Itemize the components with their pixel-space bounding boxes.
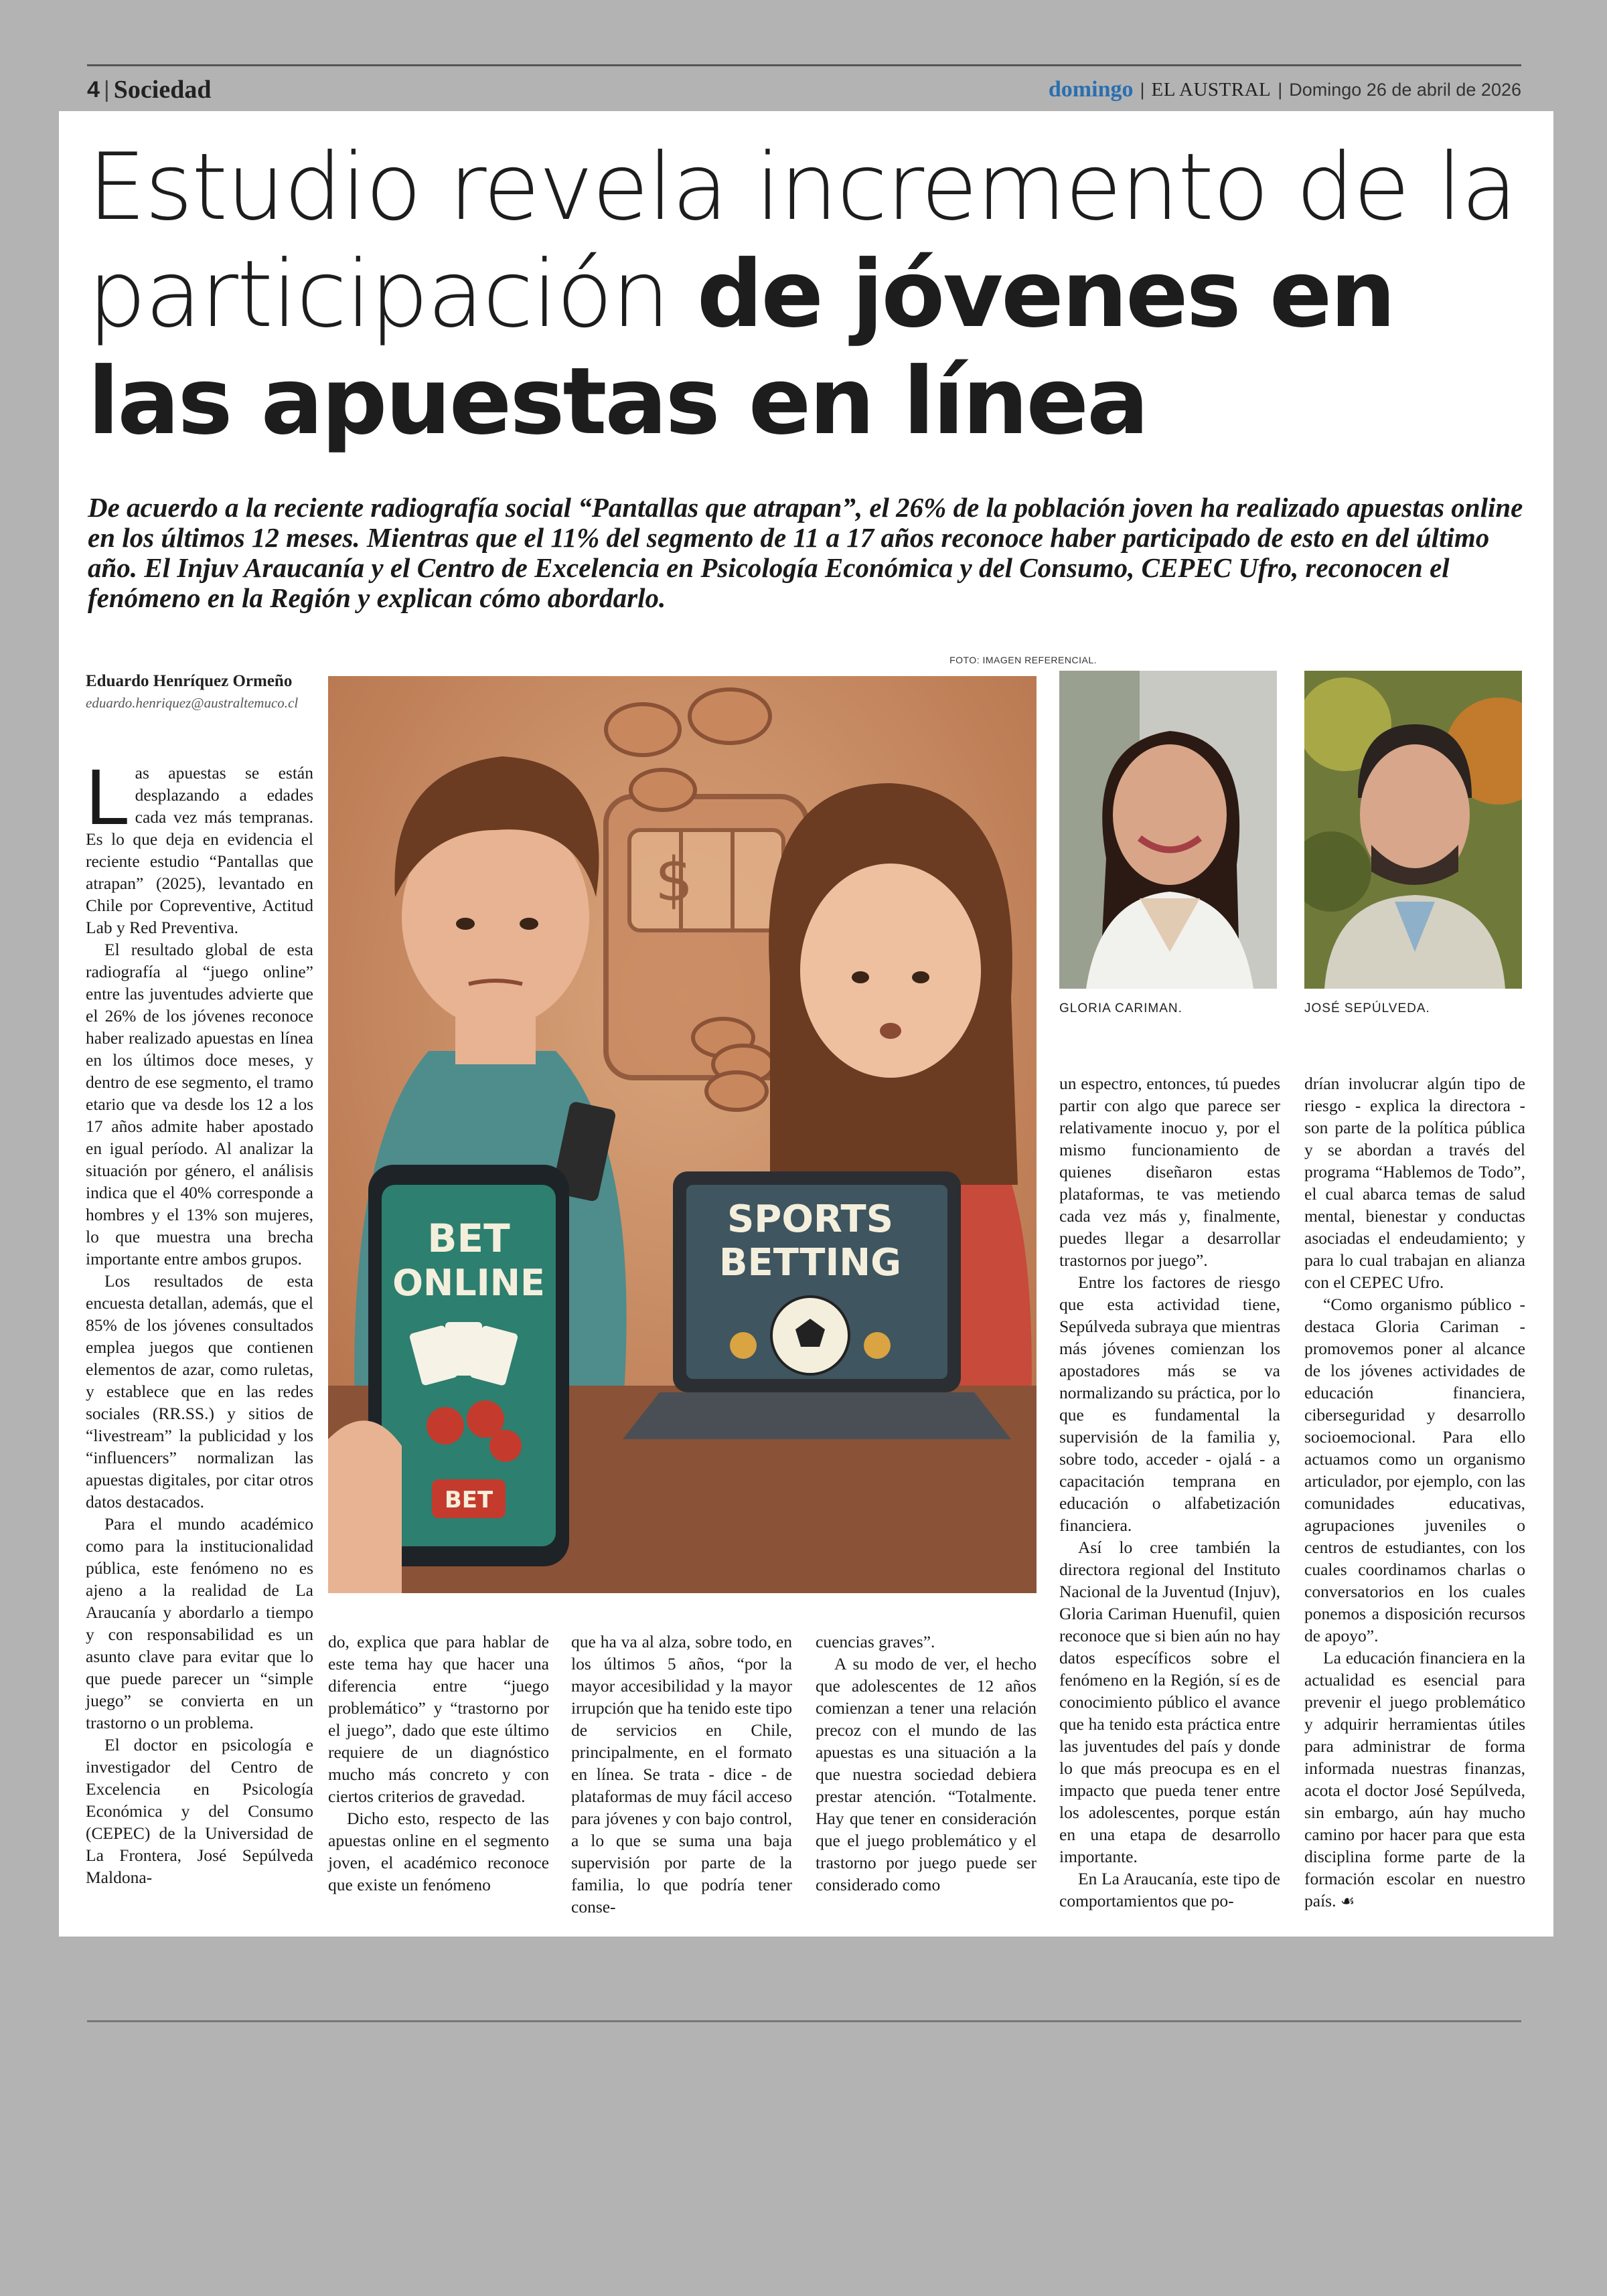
issue-date: Domingo 26 de abril de 2026 [1289,79,1521,100]
author-name: Eduardo Henríquez Ormeño [86,672,293,690]
page-header [87,64,1521,115]
paragraph: A su modo de ver, el hecho que adolescentes de 12 años comienzan a tener una relación precoz con el mundo de las apuestas es una situación a la que nuestra sociedad debiera prestar atención. “Totalmente. Hay que tener en consideración que el juego problemático y el trastorno por juego puede ser considerado como [816,1654,1037,1894]
paragraph: Así lo cree también la directora regional del Instituto Nacional de la Juventud (Injuv), Gloria Cariman Huenufil, quien reconoce que si bien aún no hay datos específicos sobre el fenómeno en la Región, sí es de conocimiento público el avance que ha tenido esta práctica entre las juventudes del país y donde lo que más preocupa es en el impacto que pueda tener entre los adolescentes, porque están en una etapa de desarrollo importante. [1059,1538,1280,1866]
paragraph: Los resultados de esta encuesta detallan, además, que el 85% de los jóvenes consultados emplea juegos que contienen elementos de azar, como ruletas, y establece que en las redes sociales (RR.SS.) y sitios de “livestream” la publicidad y los “influencers” normalizan las apuestas digitales, por citar otros datos destacados. [86,1271,313,1511]
paragraph: que ha va al alza, sobre todo, en los últimos 5 años, “por la mayor accesibilidad y la mayor irrupción que ha tenido este tipo de servicios en Chile, principalmente, en el formato en línea. Se trata - dice - de plataformas de muy fácil acceso para jóvenes y con bajo control, a lo que se suma una baja supervisión por parte de la familia, lo que podría tener conse- [571,1632,792,1916]
photo-caption: JOSÉ SEPÚLVEDA. [1304,1001,1430,1015]
paragraph: En La Araucanía, este tipo de comportamientos que po- [1059,1869,1280,1910]
phone-title-2: ONLINE [392,1262,545,1304]
woman-portrait-image [1059,671,1277,989]
laptop-title-2: BETTING [718,1241,902,1285]
article-column-5 [1059,1072,1280,1912]
paragraph: El resultado global de esta radiografía al “juego online” entre las juventudes advierte que el 26% de los jóvenes reconoce haber realizado apuestas en línea en los últimos doce meses, y dentro de ese segmento, el tramo etario que va desde los 12 a los 17 años admite haber apostado en igual período. Al analizar la situación por género, el análisis indica que el 40% corresponde a hombres y el 13% son mujeres, lo que muestra una brecha importante entre ambos grupos. [86,940,313,1268]
paragraph: “Como organismo público - destaca Gloria Cariman - promovemos poner al alcance de los jóvenes actividades de educación financiera, ciberseguridad y desarrollo socioemocional. Para ello actuamos como un organismo articulador, por ejemplo, con las comunidades educativas, agrupaciones juveniles o centros de estudiantes, con los cuales coordinamos charlas o conversatorios en los cuales ponemos a disposición recursos de apoyo”. [1304,1295,1525,1645]
headline-light: Estudio revela incremento de la participación [88,133,1517,348]
portrait-gloria-cariman [1059,671,1277,989]
article-column-4 [816,1631,1037,1896]
supplement-brand: domingo [1048,77,1134,102]
section-label [87,75,211,104]
page-number: 4 [87,76,100,102]
paragraph [86,753,313,938]
paragraph [1304,1647,1525,1912]
main-illustration [328,676,1037,1593]
drop-cap: L [86,753,130,841]
header-separator: | [103,76,110,102]
article-column-1 [86,753,313,1888]
phone-title-1: BET [427,1216,510,1261]
laptop-title-1: SPORTS [726,1198,894,1241]
header-separator: | [1140,79,1145,100]
article-column-2 [328,1631,549,1896]
paragraph: drían involucrar algún tipo de riesgo - explica la directora - son parte de la política pública y se abordan a través del programa “Hablemos de Todo”, el cual abarca temas de salud mental, bienestar y conductas asociadas el endeudamiento; y para lo cual trabajan en alianza con el CEPEC Ufro. [1304,1074,1525,1292]
article-headline [88,134,1521,455]
article-column-6 [1304,1072,1525,1912]
portrait-jose-sepulveda [1304,671,1522,989]
article-lead: De acuerdo a la reciente radiografía social “Pantallas que atrapan”, el 26% de la población joven ha realizado apuestas online en los últimos 12 meses. Mientras que el 11% del segmento de 11 a 17 años reconoce haber participado de esto en del último año. El Injuv Araucanía y el Centro de Excelencia en Psicología Económica y del Consumo, CEPEC Ufro, reconocen el fenómeno en la Región y explican cómo abordarlo. [88,492,1523,613]
paragraph: Entre los factores de riesgo que esta actividad tiene, Sepúlveda subraya que mientras más jóvenes comienzan los apostadores más se va normalizando su práctica, por lo que es fundamental la supervisión de la familia y, sobre todo, acceder - ojalá - a capacitación temprana en educación o alfabetización financiera. [1059,1273,1280,1535]
bottom-rule [87,2020,1521,2022]
paragraph: cuencias graves”. [816,1632,935,1651]
photo-caption: GLORIA CARIMAN. [1059,1001,1182,1015]
article-column-3 [571,1631,792,1918]
phone-bet-button: BET [444,1487,493,1513]
photo-credit: FOTO: IMAGEN REFERENCIAL. [949,655,1097,665]
laptop [623,1171,1011,1439]
author-email: eduardo.henriquez@australtemuco.cl [86,695,299,711]
dollar-symbol: $ [655,845,694,915]
section-name: Sociedad [113,76,212,104]
paragraph-text: as apuestas se están desplazando a edades cada vez más tempranas. Es lo que deja en evidencia el reciente estudio “Pantallas que atrapan” (2025), levantado en Chile por Copreventive, Actitud Lab y Red Preventiva. [86,763,313,937]
headline-bold: de jóvenes en las apuestas en línea [88,240,1394,455]
publication-info [1049,77,1521,102]
paragraph: un espectro, entonces, tú puedes partir con algo que parece ser relativamente inocuo y, por el mismo funcionamiento de quienes diseñaron estas plataformas, te vas metiendo cada vez más y, finalmente, puedes llegar a desarrollar trastornos por juego”. [1059,1074,1280,1270]
byline [86,672,347,712]
header-separator: | [1278,79,1283,100]
paragraph: El doctor en psicología e investigador del Centro de Excelencia en Psicología Económica y del Consumo (CEPEC) de la Universidad de La Frontera, José Sepúlveda Maldona- [86,1735,313,1887]
newspaper-name: EL AUSTRAL [1151,78,1272,100]
man-portrait-image [1304,671,1522,989]
newspaper-page [59,111,1553,1937]
paragraph: Para el mundo académico como para la institucionalidad pública, este fenómeno no es ajeno a la realidad de La Araucanía y abordarlo a tiempo y con responsabilidad es un asunto clave para evitar que lo que puede parecer un “simple juego” se convierta en un trastorno o un problema. [86,1514,313,1732]
paragraph: do, explica que para hablar de este tema hay que hacer una diferencia entre “juego problemático” y “trastorno por el juego”, dado que este último requiere de un diagnóstico mucho más concreto y con ciertos criterios de gravedad. [328,1632,549,1806]
paragraph: Dicho esto, respecto de las apuestas online en el segmento joven, el académico reconoce que existe un fenómeno [328,1809,549,1894]
paragraph-text: La educación financiera en la actualidad es esencial para prevenir el juego problemático y adquirir herramientas útiles para administrar de forma informada nuestras finanzas, acota el doctor José Sepúlveda, sin embargo, aún hay mucho camino por hacer para que esta disciplina forme parte de la formación escolar en nuestro país. [1304,1648,1525,1910]
betting-illustration [328,676,1037,1593]
end-mark-icon: ☙ [1340,1892,1355,1910]
